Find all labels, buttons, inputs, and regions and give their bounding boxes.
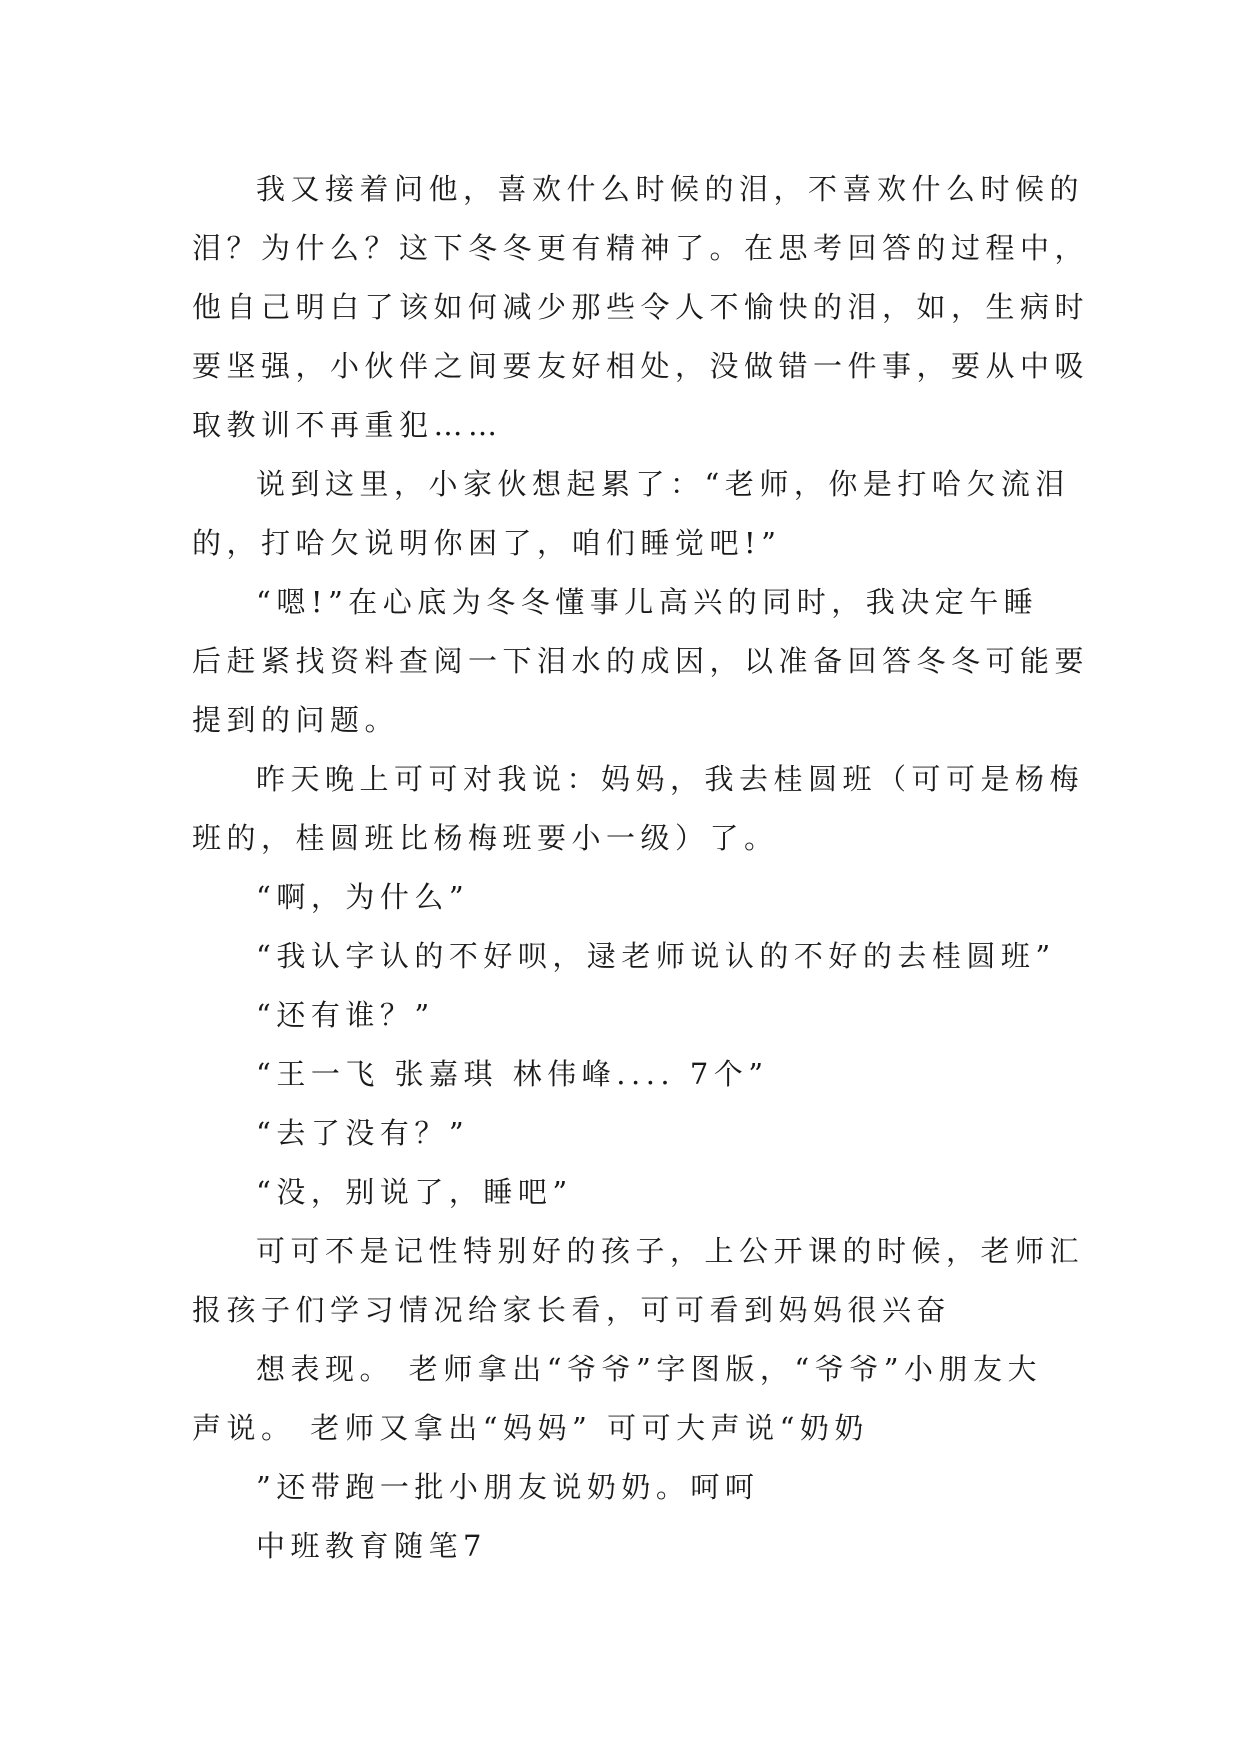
dialogue-line: “去了没有？” (256, 1116, 470, 1150)
text-line: 班的，桂圆班比杨梅班要小一级）了。 (192, 821, 779, 855)
text-line: 的，打哈欠说明你困了，咱们睡觉吧!” (192, 526, 782, 560)
text-line: 昨天晚上可可对我说：妈妈，我去桂圆班（可可是杨梅 (256, 762, 1085, 796)
dialogue-line: “王一飞 张嘉琪 林伟峰.... 7个” (256, 1057, 769, 1091)
dialogue-line: “我认字认的不好呗，逯老师说认的不好的去桂圆班” (256, 939, 1056, 973)
text-line: 他自己明白了该如何减少那些令人不愉快的泪，如，生病时 (192, 290, 1090, 324)
text-line: 取教训不再重犯…… (192, 408, 503, 442)
text-line: “嗯!”在心底为冬冬懂事儿高兴的同时，我决定午睡 (256, 585, 1039, 619)
text-line: ”还带跑一批小朋友说奶奶。呵呵 (256, 1470, 760, 1504)
text-line: 要坚强，小伙伴之间要友好相处，没做错一件事，要从中吸 (192, 349, 1090, 383)
text-line: 泪？为什么？这下冬冬更有精神了。在思考回答的过程中， (192, 231, 1090, 265)
text-line: 提到的问题。 (192, 703, 400, 737)
text-line: 报孩子们学习情况给家长看，可可看到妈妈很兴奋 (192, 1293, 952, 1327)
text-line: 说到这里，小家伙想起累了：“老师，你是打哈欠流泪 (256, 467, 1070, 501)
text-line: 我又接着问他，喜欢什么时候的泪，不喜欢什么时候的 (256, 172, 1085, 206)
dialogue-line: “没，别说了，睡吧” (256, 1175, 573, 1209)
document-body (192, 160, 1090, 1576)
text-line: 想表现。 老师拿出“爷爷”字图版，“爷爷”小朋友大 (256, 1352, 1043, 1386)
text-line: 后赶紧找资料查阅一下泪水的成因，以准备回答冬冬可能要 (192, 644, 1090, 678)
dialogue-line: “还有谁？” (256, 998, 435, 1032)
text-line: 可可不是记性特别好的孩子，上公开课的时候，老师汇 (256, 1234, 1085, 1268)
dialogue-line: “啊，为什么” (256, 880, 470, 914)
section-title: 中班教育随笔7 (256, 1529, 487, 1563)
text-line: 声说。 老师又拿出“妈妈” 可可大声说“奶奶 (192, 1411, 869, 1445)
